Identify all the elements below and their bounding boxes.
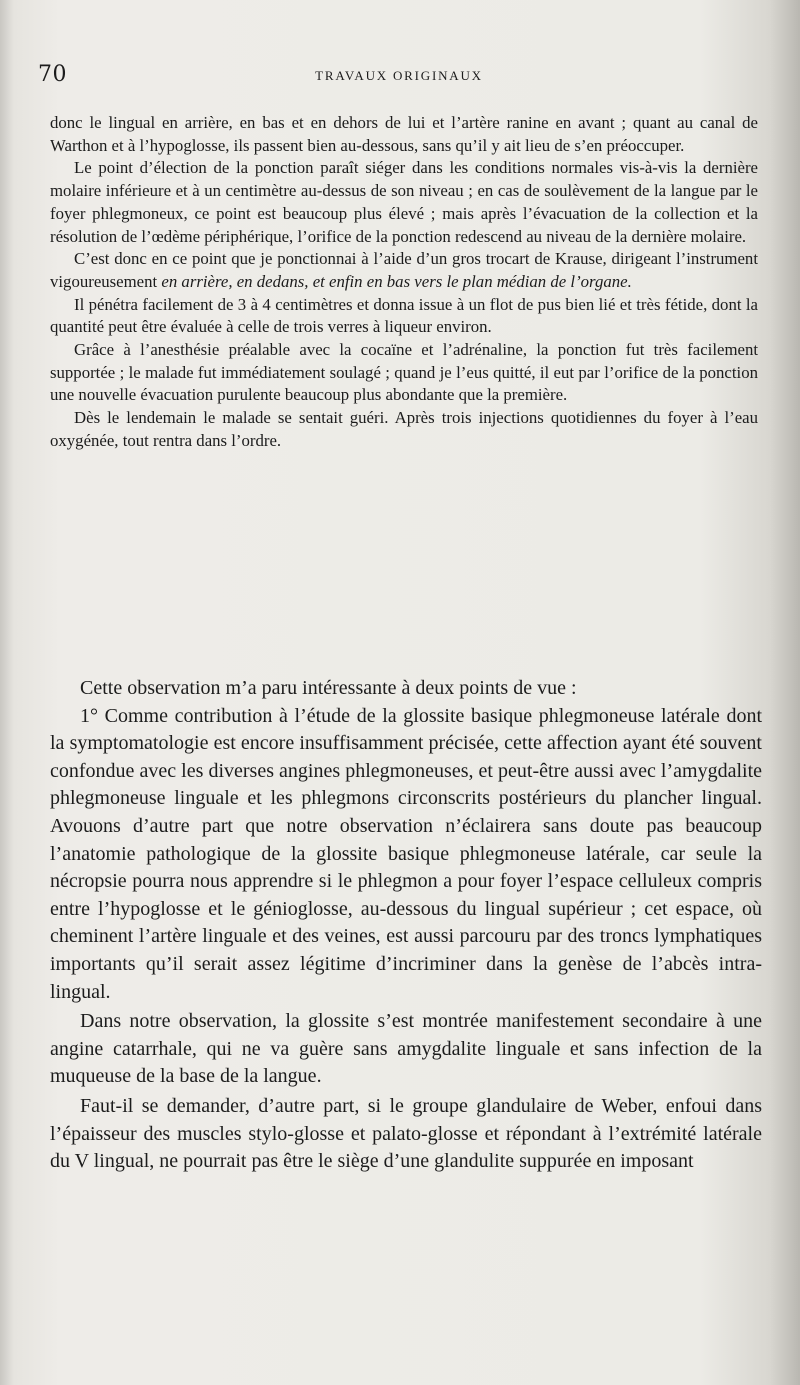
paragraph: Dans notre observation, la glossite s’est montrée manifestement secondaire à une angine catarrhale, qui ne va guère sans amygdalite linguale et sans infection de la muqueuse de la base de la langue.: [50, 1010, 762, 1088]
paragraph: Il pénétra facilement de 3 à 4 centimètres et donna issue à un flot de pus bien lié et très fétide, dont la quantité peut être évaluée à celle de trois verres à liqueur environ.: [50, 294, 758, 337]
page-header: [38, 62, 760, 92]
text-section-large: [50, 675, 762, 1176]
paragraph-text: C’est donc en ce point que je ponctionnai à l’aide d’un gros trocart de Krause, dirigeant l’instrument vigoureusement: [50, 249, 758, 291]
paragraph: Cette observation m’a paru intéressante à deux points de vue :: [80, 677, 577, 699]
page-number: 70: [38, 62, 67, 87]
paragraph: donc le lingual en arrière, en bas et en dehors de lui et l’artère ranine en avant ; quant au canal de Warthon et à l’hypoglosse, ils passent bien au-dessous, sans qu’il y ait lieu de s’en préoccuper.: [50, 113, 758, 155]
paragraph: Grâce à l’anesthésie préalable avec la cocaïne et l’adrénaline, la ponction fut très facilement supportée ; le malade fut immédiatement soulagé ; quand je l’eus quitté, il eut par l’orifice de la ponction une nouvelle évacuation purulente beaucoup plus abondante que la première.: [50, 340, 758, 405]
italic-text: en arrière, en dedans, et enfin en bas vers le plan médian de l’organe.: [161, 271, 632, 291]
paragraph: Dès le lendemain le malade se sentait guéri. Après trois injections quotidiennes du foyer à l’eau oxygénée, tout rentra dans l’ordre.: [50, 408, 758, 450]
text-section-small: [50, 112, 758, 453]
paragraph: Faut-il se demander, d’autre part, si le groupe glandulaire de Weber, enfoui dans l’épaisseur des muscles stylo-glosse et palato-glosse et répondant à l’extrémité latérale du V lingual, ne pourrait pas être le siège d’une glandulite suppurée en imposant: [50, 1094, 762, 1173]
paragraph: [50, 248, 758, 293]
running-title: TRAVAUX ORIGINAUX: [315, 68, 483, 83]
paragraph: Le point d’élection de la ponction paraît siéger dans les conditions normales vis-à-vis la dernière molaire inférieure et à un centimètre au-dessus de son niveau ; en cas de soulèvement de la langue par le foyer phlegmoneux, ce point est beaucoup plus élevé ; mais après l’évacuation de la collection et la résolution de l’œdème périphérique, l’orifice de la ponction redescend au niveau de la dernière molaire.: [50, 158, 758, 246]
paragraph: 1° Comme contribution à l’étude de la glossite basique phlegmoneuse latérale dont la symptomatologie est encore insuffisamment précisée, cette affection ayant été souvent confondue avec les diverses angines phlegmoneuses, et peut-être aussi avec l’amygdalite phlegmoneuse linguale et les phlegmons circonscrits postérieurs du plancher lingual. Avouons d’autre part que notre observation n’éclairera sans doute pas beaucoup l’anatomie pathologique de la glossite basique phlegmoneuse latérale, car seule la nécropsie pourra nous apprendre si le phlegmon a pour foyer l’espace celluleux compris entre l’hypoglosse et le génioglosse, au-dessous du lingual supérieur ; cet espace, où cheminent l’artère linguale et des veines, est aussi parcouru par des troncs lymphatiques importants qu’il serait assez légitime d’incriminer dans la genèse de l’abcès intra-lingual.: [50, 704, 762, 1003]
